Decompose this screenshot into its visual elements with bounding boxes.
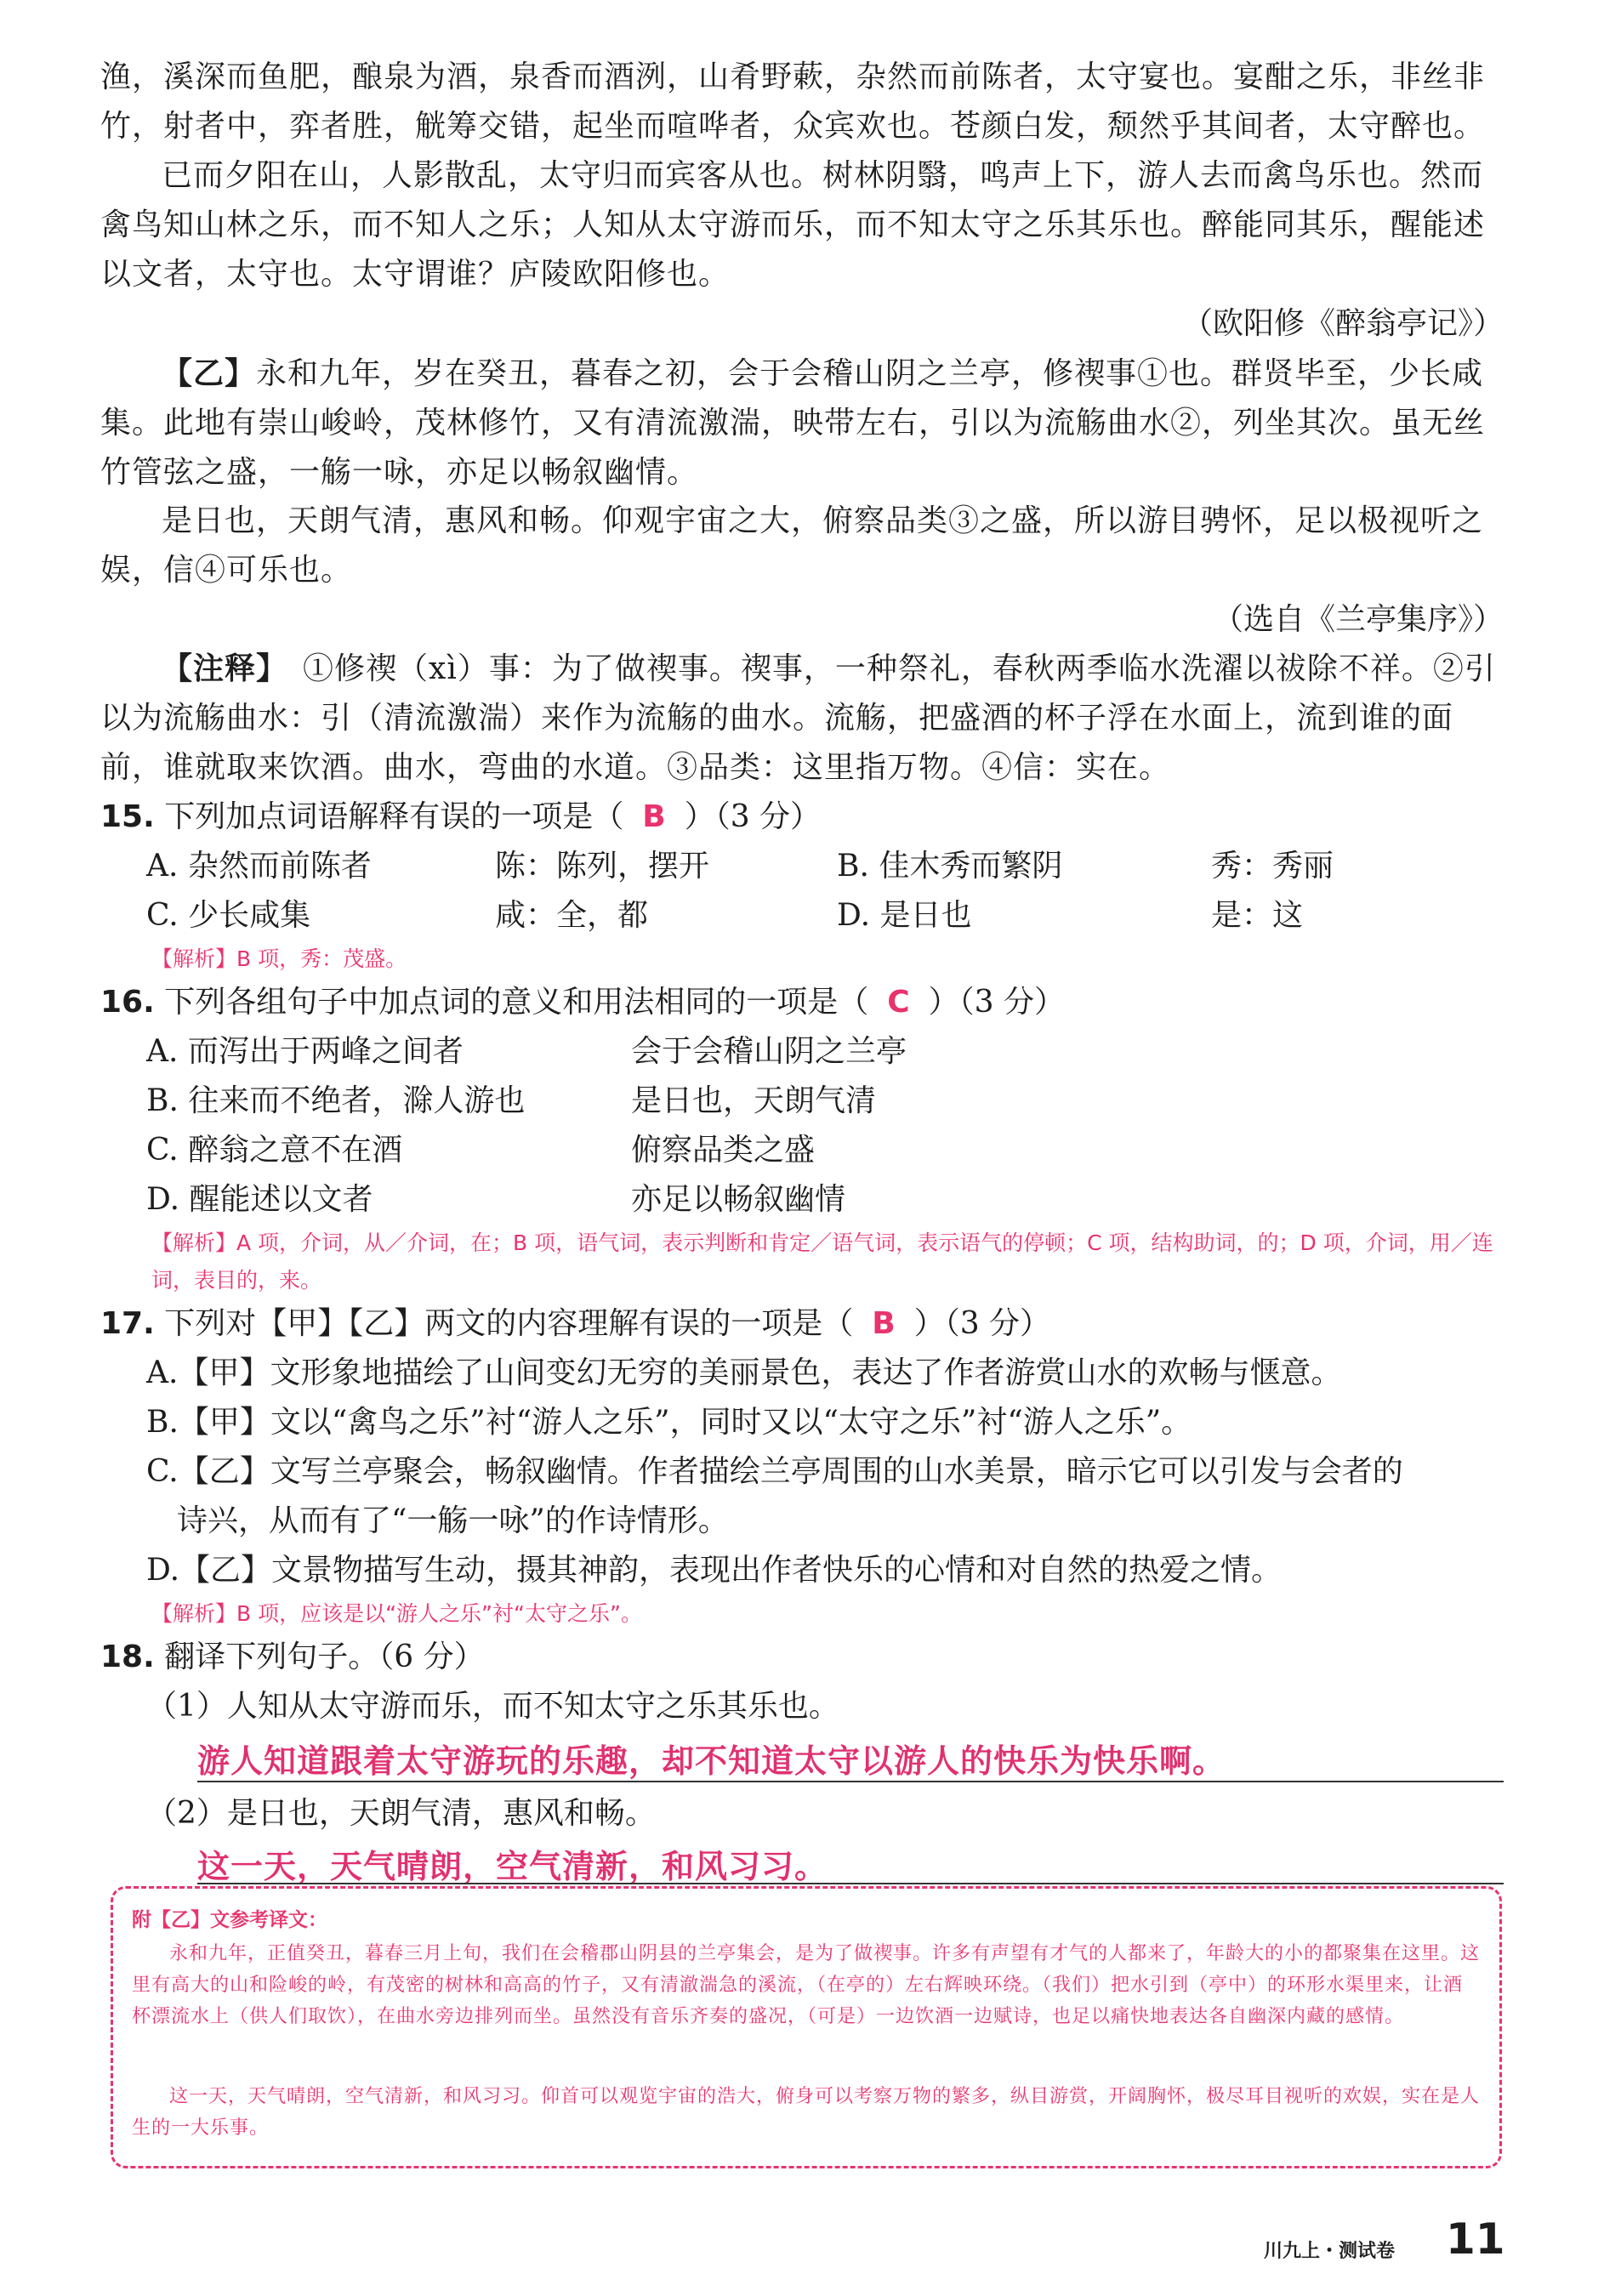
q15-option-a-meaning: 陈：陈列，摆开: [495, 849, 710, 884]
q16-stem: 下列各组句子中加点词的意义和用法相同的一项是（: [164, 985, 869, 1020]
q16-score: ）（3 分）: [928, 985, 1066, 1020]
reference-translation-paragraph2: 这一天，天气晴朗，空气清新，和风习习。仰首可以观览宇宙的浩大，俯身可以考察万物的繁多，纵目游赏，开阔胸怀，极尽耳目视听的欢娱，实在是人生的一大乐事。: [132, 2086, 1481, 2139]
q15-stem: 下列加点词语解释有误的一项是（: [164, 799, 624, 834]
passage-yi-text1: 永和九年，岁在癸丑，暮春之初，会于会稽山阴之兰亭，修禊事①也。群贤毕至，少长咸集。此地有崇山峻岭，茂林修竹，又有清流激湍，映带左右，引以为流觞曲水②，列坐其次。虽无丝竹管弦之盛，一觞一咏，亦足以畅叙幽情。: [100, 356, 1486, 490]
q17-number: 17.: [100, 1306, 155, 1341]
q15-number: 15.: [100, 799, 155, 834]
q17-answer: B: [872, 1306, 896, 1341]
q18-answer-2: 这一天，天气晴朗，空气清新，和风习习。: [197, 1848, 828, 1885]
q17-option-c-line1: C.【乙】文写兰亭聚会，畅叙幽情。作者描绘兰亭周围的山水美景，暗示它可以引发与会者的: [146, 1454, 1403, 1489]
q17-option-b: B.【甲】文以“禽鸟之乐”衬“游人之乐”，同时又以“太守之乐”衬“游人之乐”。: [146, 1405, 1192, 1440]
q16-option-d-right: 亦足以畅叙幽情: [631, 1182, 846, 1217]
q15-option-b: B. 佳木秀而繁阴: [837, 849, 1063, 884]
question-15: [100, 793, 1529, 842]
passage-yi-paragraph1: [100, 349, 1504, 497]
q17-score: ）（3 分）: [913, 1306, 1051, 1341]
q17-option-c-line2: 诗兴，从而有了“一觞一咏”的作诗情形。: [177, 1503, 729, 1538]
passage-jia-line2: 竹，射者中，弈者胜，觥筹交错，起坐而喧哗者，众宾欢也。苍颜白发，颓然乎其间者，太守醉也。: [100, 109, 1486, 144]
notes-label: 【注释】: [162, 651, 288, 686]
q15-analysis: 【解析】B 项，秀：茂盛。: [151, 946, 407, 971]
passage-yi-source: （选自《兰亭集序》）: [1212, 602, 1504, 637]
q16-option-b-right: 是日也，天朗气清: [631, 1083, 877, 1118]
question-16: [100, 978, 1529, 1027]
footer-label: 川九上・测试卷: [1264, 2241, 1396, 2262]
q17-option-d: D.【乙】文景物描写生动，摄其神韵，表现出作者快乐的心情和对自然的热爱之情。: [146, 1553, 1283, 1588]
q15-option-c: C. 少长咸集: [146, 898, 311, 933]
passage-jia-source: （欧阳修《醉翁亭记》）: [1181, 306, 1504, 341]
q18-sentence-1: （1）人知从太守游而乐，而不知太守之乐其乐也。: [146, 1689, 839, 1724]
q15-option-d-meaning: 是：这: [1211, 898, 1304, 933]
q18-answer-1-line: [197, 1781, 1504, 1782]
passage-yi-label: 【乙】: [162, 355, 257, 391]
notes-text: ①修禊（xì）事：为了做禊事。禊事，一种祭礼，春秋两季临水洗濯以祓除不祥。②引以为流觞曲水：引（清流激湍）来作为流觞的曲水。流觞，把盛酒的杯子浮在水面上，流到谁的面前，谁就取来饮酒。曲水，弯曲的水道。③品类：这里指万物。④信：实在。: [100, 651, 1496, 785]
q16-option-c-left: C. 醉翁之意不在酒: [146, 1133, 403, 1168]
q17-stem: 下列对【甲】【乙】两文的内容理解有误的一项是（: [164, 1306, 854, 1341]
q18-answer-2-line: [197, 1883, 1504, 1884]
q16-analysis: 【解析】A 项，介词，从／介词，在；B 项，语气词，表示判断和肯定／语气词，表示语气的停顿；C 项，结构助词，的；D 项，介词，用／连词，表目的，来。: [151, 1230, 1493, 1293]
q16-option-a-left: A. 而泻出于两峰之间者: [146, 1034, 464, 1069]
passage-jia-paragraph2: 已而夕阳在山，人影散乱，太守归而宾客从也。树林阴翳，鸣声上下，游人去而禽鸟乐也。然而禽鸟知山林之乐，而不知人之乐；人知从太守游而乐，而不知太守之乐其乐也。醉能同其乐，醒能述以文者，太守也。太守谓谁？庐陵欧阳修也。: [100, 158, 1486, 292]
q16-option-b-left: B. 往来而不绝者，滁人游也: [146, 1083, 526, 1118]
notes: [100, 645, 1504, 793]
q15-option-b-meaning: 秀：秀丽: [1211, 849, 1334, 884]
passage-yi-paragraph2: 是日也，天朗气清，惠风和畅。仰观宇宙之大，俯察品类③之盛，所以游目骋怀，足以极视听之娱，信④可乐也。: [100, 503, 1484, 588]
passage-jia-line1: 渔，溪深而鱼肥，酿泉为酒，泉香而酒洌，山肴野蔌，杂然而前陈者，太守宴也。宴酣之乐，非丝非: [100, 60, 1486, 94]
q15-score: ）（3 分）: [684, 799, 822, 834]
q18-answer-1: 游人知道跟着太守游玩的乐趣，却不知道太守以游人的快乐为快乐啊。: [197, 1742, 1226, 1780]
q15-option-a: A. 杂然而前陈者: [146, 849, 372, 884]
reference-translation-box: [111, 1886, 1502, 2168]
q17-analysis: 【解析】B 项，应该是以“游人之乐”衬“太守之乐”。: [151, 1601, 642, 1626]
q16-number: 16.: [100, 985, 155, 1020]
question-17: [100, 1299, 1529, 1349]
reference-translation-paragraph1: 永和九年，正值癸丑，暮春三月上旬，我们在会稽郡山阴县的兰亭集会，是为了做禊事。许多有声望有才气的人都来了，年龄大的小的都聚集在这里。这里有高大的山和险峻的岭，有茂密的树林和高高的竹子，又有清澈湍急的溪流，（在亭的）左右辉映环绕。（我们）把水引到（亭中）的环形水渠里来，让酒杯漂流水上（供人们取饮），在曲水旁边排列而坐。虽然没有音乐齐奏的盛况，（可是）一边饮酒一边赋诗，也足以痛快地表达各自幽深内藏的感情。: [132, 1943, 1481, 2027]
reference-translation-title: 附【乙】文参考译文：: [132, 1909, 327, 1931]
page-number: 11: [1446, 2214, 1505, 2264]
q16-option-a-right: 会于会稽山阴之兰亭: [631, 1034, 907, 1069]
q18-stem: 翻译下列句子。（6 分）: [164, 1640, 485, 1674]
q18-sentence-2: （2）是日也，天朗气清，惠风和畅。: [146, 1796, 656, 1831]
q17-option-a: A.【甲】文形象地描绘了山间变幻无穷的美丽景色，表达了作者游赏山水的欢畅与惬意。: [146, 1355, 1342, 1390]
q15-answer: B: [642, 799, 666, 834]
q18-number: 18.: [100, 1640, 155, 1674]
question-18: [100, 1633, 1529, 1682]
q16-option-c-right: 俯察品类之盛: [631, 1133, 816, 1168]
q15-option-c-meaning: 咸：全，都: [495, 898, 649, 933]
q16-option-d-left: D. 醒能述以文者: [146, 1182, 373, 1217]
q16-answer: C: [887, 985, 910, 1020]
q15-option-d: D. 是日也: [837, 898, 972, 933]
